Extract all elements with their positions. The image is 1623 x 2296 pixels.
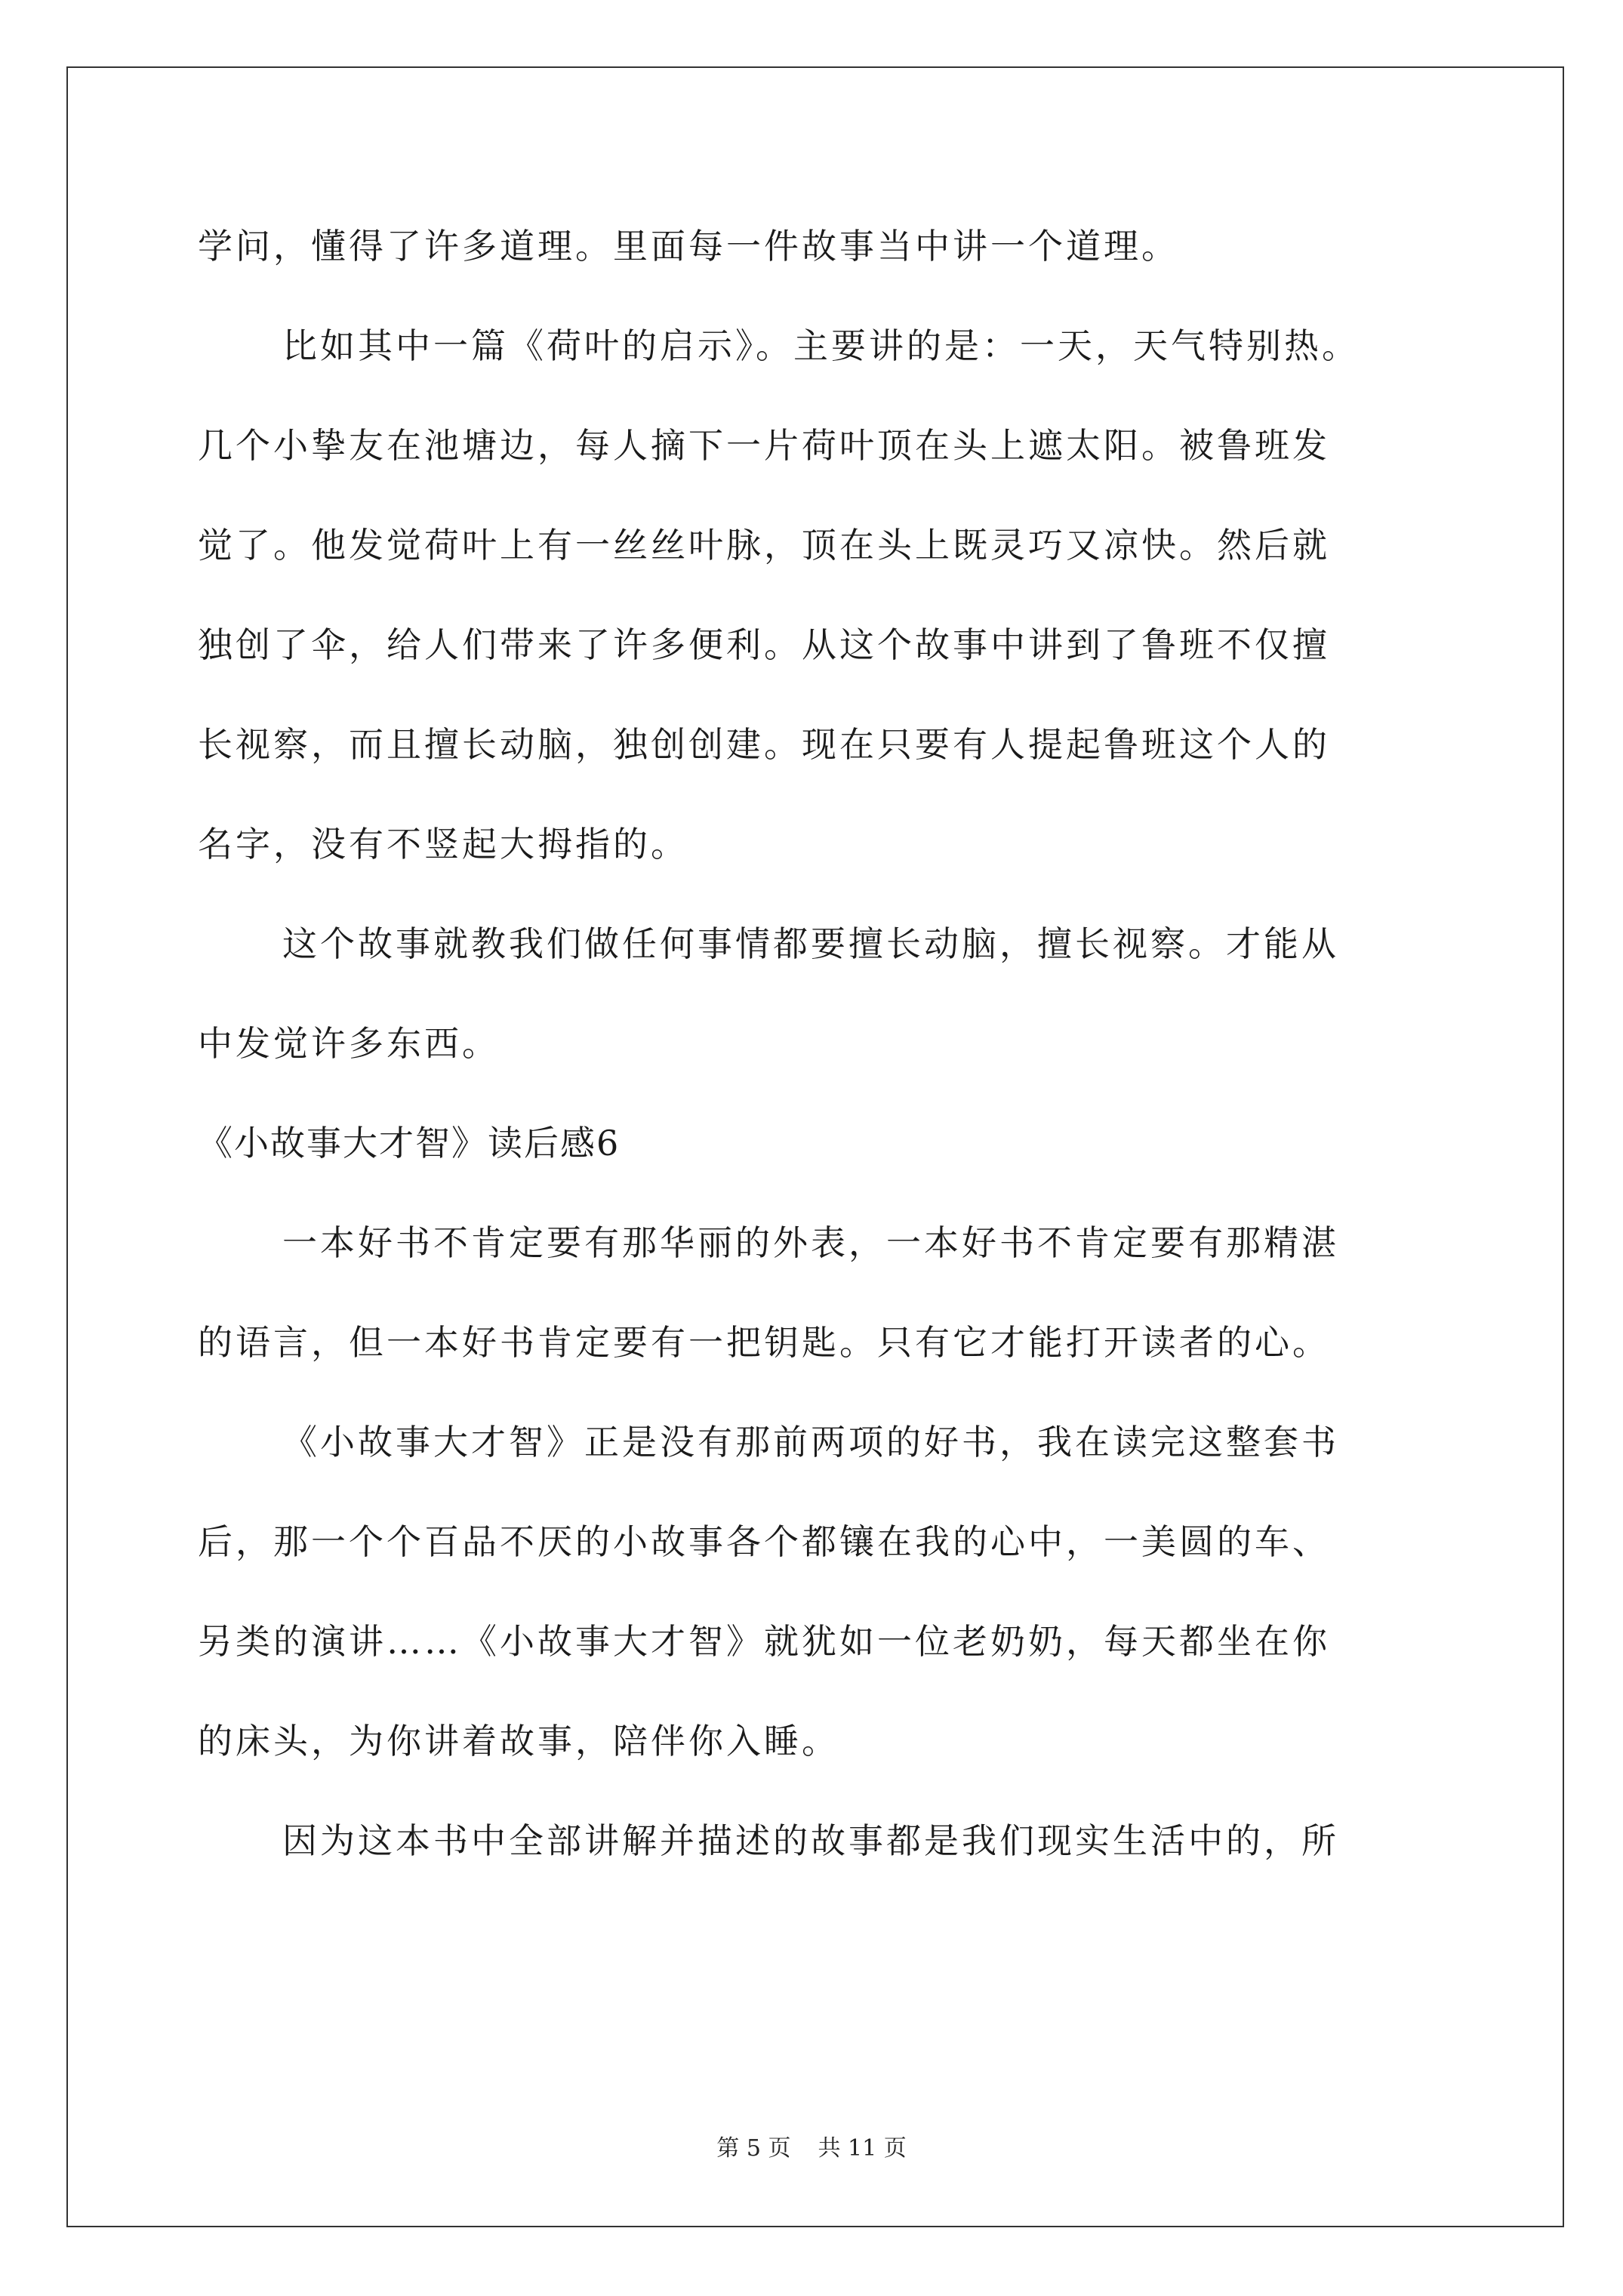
paragraph-line: 《小故事大才智》正是没有那前两项的好书，我在读完这整套书 xyxy=(282,1422,1339,1462)
page-total: 共 11 页 xyxy=(818,2135,907,2162)
page-number: 第 5 页 xyxy=(716,2135,791,2162)
paragraph-line: 另类的演讲……《小故事大才智》就犹如一位老奶奶，每天都坐在你 xyxy=(198,1621,1330,1662)
paragraph-line: 的床头，为你讲着故事，陪伴你入睡。 xyxy=(198,1721,839,1761)
paragraph-line: 独创了伞，给人们带来了许多便利。从这个故事中讲到了鲁班不仅擅 xyxy=(198,624,1330,665)
paragraph-line: 因为这本书中全部讲解并描述的故事都是我们现实生活中的，所 xyxy=(282,1820,1339,1861)
paragraph-line: 名字，没有不竖起大拇指的。 xyxy=(198,824,688,864)
paragraph-line: 后，那一个个百品不厌的小故事各个都镶在我的心中，一美圆的车、 xyxy=(198,1521,1330,1562)
paragraph-line: 长视察，而且擅长动脑，独创创建。现在只要有人提起鲁班这个人的 xyxy=(198,724,1330,765)
paragraph-line: 中发觉许多东西。 xyxy=(198,1023,500,1064)
paragraph-line: 学问，懂得了许多道理。里面每一件故事当中讲一个道理。 xyxy=(198,226,1179,267)
paragraph-line: 一本好书不肯定要有那华丽的外表，一本好书不肯定要有那精湛 xyxy=(282,1222,1339,1263)
paragraph-line: 这个故事就教我们做任何事情都要擅长动脑，擅长视察。才能从 xyxy=(282,923,1339,964)
section-heading: 《小故事大才智》读后感6 xyxy=(198,1123,621,1163)
paragraph-line: 比如其中一篇《荷叶的启示》。主要讲的是：一天，天气特别热。 xyxy=(282,325,1360,366)
paragraph-line: 几个小挚友在池塘边，每人摘下一片荷叶顶在头上遮太阳。被鲁班发 xyxy=(198,425,1330,466)
paragraph-line: 觉了。他发觉荷叶上有一丝丝叶脉，顶在头上既灵巧又凉快。然后就 xyxy=(198,525,1330,566)
document-body xyxy=(198,219,1431,1913)
paragraph-line: 的语言，但一本好书肯定要有一把钥匙。只有它才能打开读者的心。 xyxy=(198,1322,1330,1363)
page-footer xyxy=(0,2134,1623,2164)
